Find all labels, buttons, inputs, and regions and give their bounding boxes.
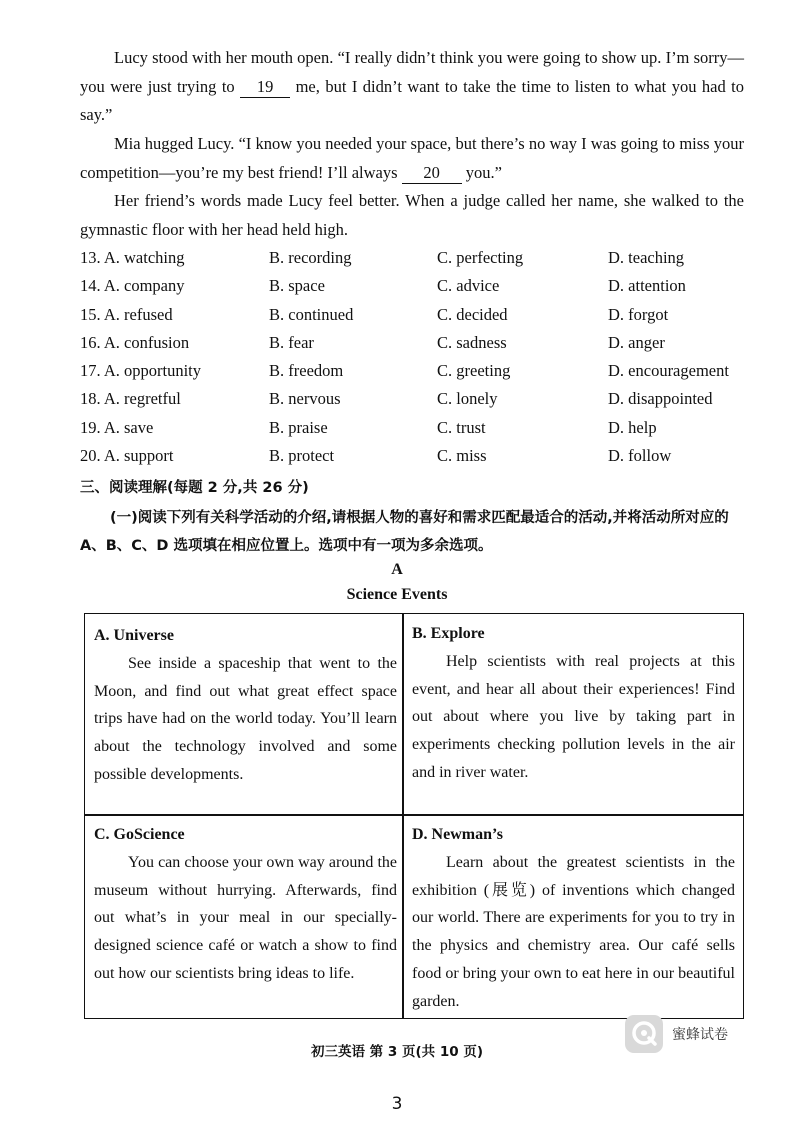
section-heading: 三、阅读理解(每题 2 分,共 26 分) — [80, 480, 309, 496]
event-description: You can choose your own way around the museum without hurrying. Afterwards, find out what’s in your meal in our specially-designed science café or watch a show to find out how our scientists bring ideas to life. — [94, 853, 397, 982]
table-divider — [402, 614, 404, 1018]
option-d: D. help — [608, 417, 657, 437]
option-b: B. recording — [269, 248, 352, 267]
option-a: 16. A. confusion — [80, 332, 190, 352]
event-description: Learn about the greatest scientists in the exhibition (展览) of inventions which changed our world. There are experiments for you to try in the physics and chemistry area. Our café sells food or bring your own to eat here in our beautiful garden. — [412, 853, 735, 1010]
option-b: B. continued — [269, 304, 354, 324]
option-c: C. decided — [437, 304, 508, 324]
option-b: B. protect — [269, 446, 335, 466]
reading-instructions: (一)阅读下列有关科学活动的介绍,请根据人物的喜好和需求匹配最适合的活动,并将活动所对应的 A、B、C、D 选项填在相应位置上。选项中有一项为多余选项。 — [80, 510, 729, 554]
option-row — [80, 418, 750, 446]
option-b: B. space — [269, 276, 325, 296]
story-paragraph-1 — [80, 44, 744, 130]
option-c: C. advice — [437, 276, 500, 296]
event-title: B. Explore — [412, 625, 485, 642]
option-d: D. disappointed — [608, 389, 713, 409]
event-title: D. Newman’s — [412, 826, 503, 843]
option-d: D. anger — [608, 332, 665, 352]
option-a: 14. A. company — [80, 276, 185, 296]
option-b: B. nervous — [269, 389, 341, 409]
option-c: C. perfecting — [437, 248, 524, 267]
option-row — [80, 389, 750, 417]
event-title: C. GoScience — [94, 826, 185, 843]
answer-options — [80, 248, 750, 474]
option-a: 18. A. regretful — [80, 389, 181, 409]
option-d: D. forgot — [608, 304, 669, 324]
option-b: B. freedom — [269, 361, 344, 381]
option-c: C. trust — [437, 417, 486, 437]
events-table — [84, 613, 744, 1019]
option-c: C. greeting — [437, 361, 511, 381]
option-row — [80, 446, 750, 474]
option-row — [80, 248, 750, 276]
page-footer: 初三英语 第 3 页(共 10 页) — [310, 1044, 484, 1060]
story-text: Mia hugged Lucy. “I know you needed your space, but there’s no way I was going to miss your competition—you’re my best friend! I’ll always — [80, 134, 744, 182]
option-d: D. teaching — [608, 248, 685, 267]
option-c: C. sadness — [437, 332, 507, 352]
option-a: 19. A. save — [80, 417, 154, 437]
event-card-universe — [94, 622, 397, 789]
table-divider — [85, 814, 743, 816]
option-d: D. attention — [608, 276, 686, 296]
option-row — [80, 333, 750, 361]
option-row — [80, 361, 750, 389]
option-c: C. lonely — [437, 389, 498, 409]
watermark-text: 蜜蜂试卷 — [672, 1027, 728, 1043]
story-paragraph-2 — [80, 130, 744, 187]
option-a: 20. A. support — [80, 446, 174, 466]
option-c: C. miss — [437, 446, 487, 466]
event-card-explore — [412, 620, 735, 787]
option-a: 17. A. opportunity — [80, 361, 202, 381]
event-card-goscience — [94, 821, 397, 988]
page-number: 3 — [391, 1094, 403, 1114]
event-title: A. Universe — [94, 627, 174, 644]
event-card-newmans — [412, 821, 735, 1016]
option-a: 15. A. refused — [80, 304, 173, 324]
option-d: D. encouragement — [608, 361, 729, 381]
story-text: me, but I didn’t want to take the time to listen to what you had to say.” — [80, 76, 745, 124]
answer-blank-20: 20 — [402, 163, 462, 184]
passage-title: Science Events — [346, 586, 448, 603]
option-b: B. fear — [269, 332, 314, 352]
option-b: B. praise — [269, 417, 328, 437]
option-row — [80, 276, 750, 304]
story-paragraph-3: Her friend’s words made Lucy feel better. When a judge called her name, she walked to the gymnastic floor with her head held high. — [80, 191, 744, 239]
answer-blank-19: 19 — [240, 77, 290, 98]
event-description: See inside a spaceship that went to the Moon, and find out what great effect space trips have had on the world today. You’ll learn about the technology involved and some possible developments. — [94, 654, 397, 783]
passage-letter: A — [391, 561, 403, 578]
option-d: D. follow — [608, 446, 672, 466]
option-row — [80, 305, 750, 333]
story-text: Lucy stood with her mouth open. “I really didn’t think you were going to show up. I’m sorry—you were just trying to — [80, 48, 744, 96]
option-a: 13. A. watching — [80, 248, 185, 267]
story-text: you.” — [465, 162, 502, 182]
event-description: Help scientists with real projects at this event, and hear all about their experiences! Find out about where you live by taking part in experiments checking pollution levels in the air and in river water. — [412, 652, 735, 781]
